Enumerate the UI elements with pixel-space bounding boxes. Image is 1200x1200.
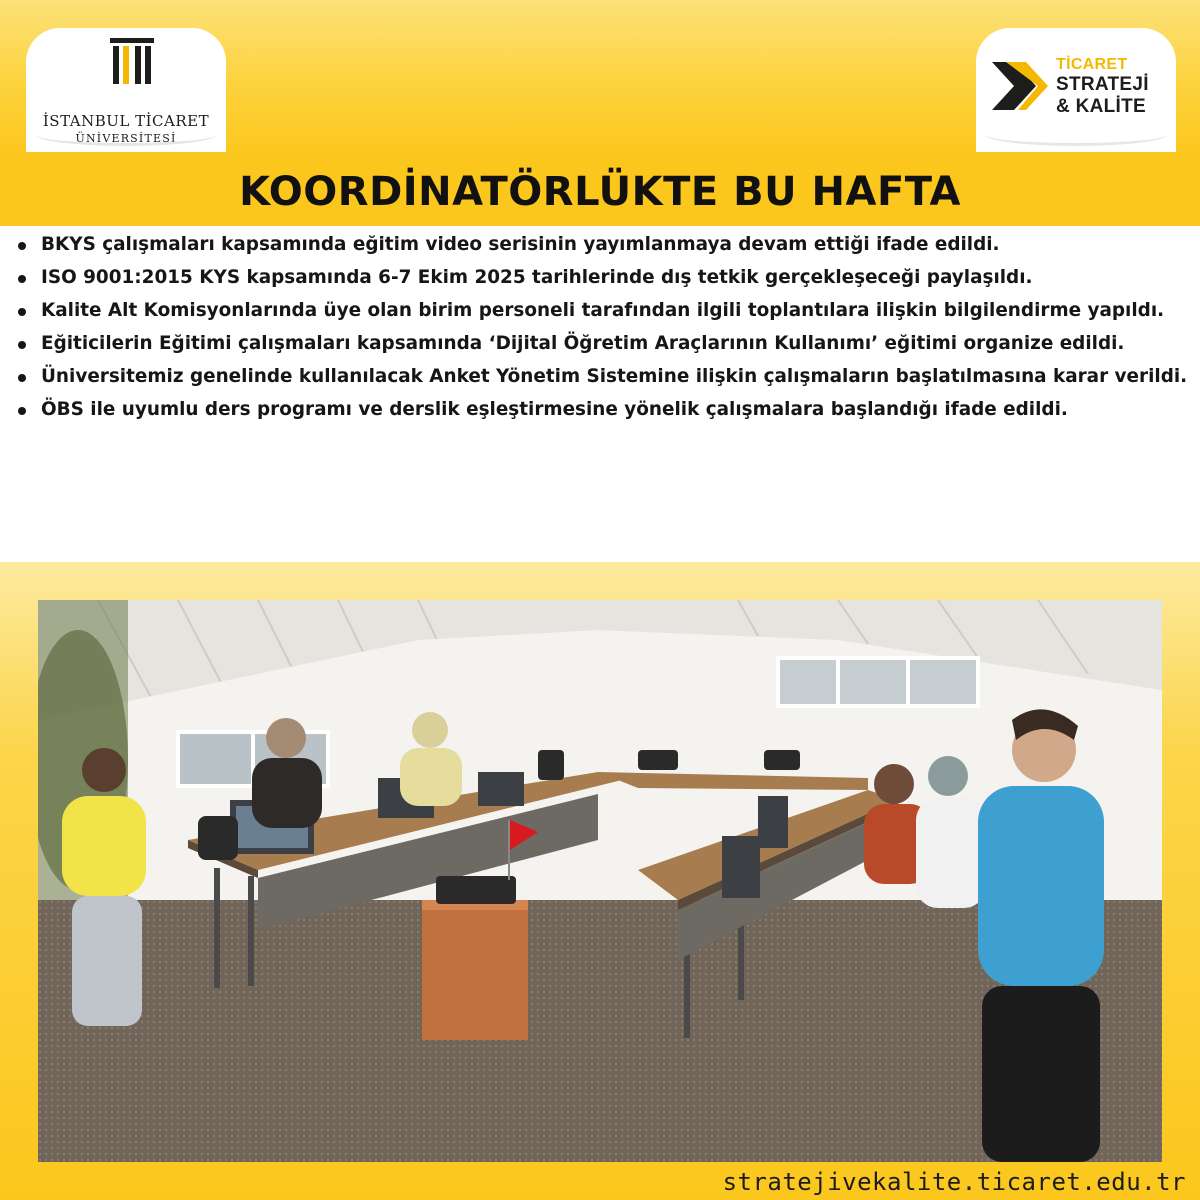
bullet-icon	[18, 374, 26, 382]
page-title: KOORDİNATÖRLÜKTE BU HAFTA	[239, 169, 961, 215]
itu-logo-card[interactable]	[26, 28, 226, 152]
list-item-text: Üniversitemiz genelinde kullanılacak Anket Yönetim Sistemine ilişkin çalışmaların başlatılmasına karar verildi.	[41, 366, 1188, 387]
list-item	[14, 397, 1200, 423]
list-item	[14, 265, 1200, 291]
meeting-room-illustration	[38, 600, 1162, 1162]
list-item	[14, 331, 1200, 357]
website-link[interactable]: stratejivekalite.ticaret.edu.tr	[722, 1168, 1186, 1196]
itu-emblem-icon	[110, 38, 154, 84]
logo-swoosh	[36, 124, 216, 146]
list-item	[14, 298, 1200, 324]
bullet-icon	[18, 275, 26, 283]
bullet-icon	[18, 242, 26, 250]
list-item	[14, 232, 1200, 258]
list-item-text: ÖBS ile uyumlu ders programı ve derslik eşleştirmesine yönelik çalışmalara başlandığı ifade edildi.	[41, 399, 1068, 420]
bullet-icon	[18, 341, 26, 349]
tsk-logo-card[interactable]	[976, 28, 1176, 152]
news-list	[14, 232, 1200, 430]
logo-swoosh	[986, 124, 1166, 146]
list-item-text: ISO 9001:2015 KYS kapsamında 6-7 Ekim 2025 tarihlerinde dış tetkik gerçekleşeceği paylaşıldı.	[41, 267, 1033, 288]
tsk-logo-line3: & KALİTE	[1056, 96, 1147, 117]
itu-logo-subtitle: ÜNİVERSİTESİ	[75, 132, 177, 145]
list-item-text: BKYS çalışmaları kapsamında eğitim video serisinin yayımlanmaya devam ettiği ifade edildi.	[41, 234, 1000, 255]
list-item	[14, 364, 1200, 390]
title-band	[0, 152, 1200, 226]
tsk-logo-line2: STRATEJİ	[1056, 74, 1149, 95]
meeting-photo	[38, 600, 1162, 1162]
tsk-logo-line1: TİCARET	[1056, 56, 1128, 73]
itu-logo-name: İSTANBUL TİCARET	[42, 112, 210, 130]
list-item-text: Eğiticilerin Eğitimi çalışmaları kapsamında ‘Dijital Öğretim Araçlarının Kullanımı’ eğitimi organize edildi.	[41, 333, 1125, 354]
chevron-arrow-icon	[992, 58, 1048, 114]
bullet-icon	[18, 407, 26, 415]
bullet-icon	[18, 308, 26, 316]
list-item-text: Kalite Alt Komisyonlarında üye olan birim personeli tarafından ilgili toplantılara ilişkin bilgilendirme yapıldı.	[41, 300, 1165, 321]
